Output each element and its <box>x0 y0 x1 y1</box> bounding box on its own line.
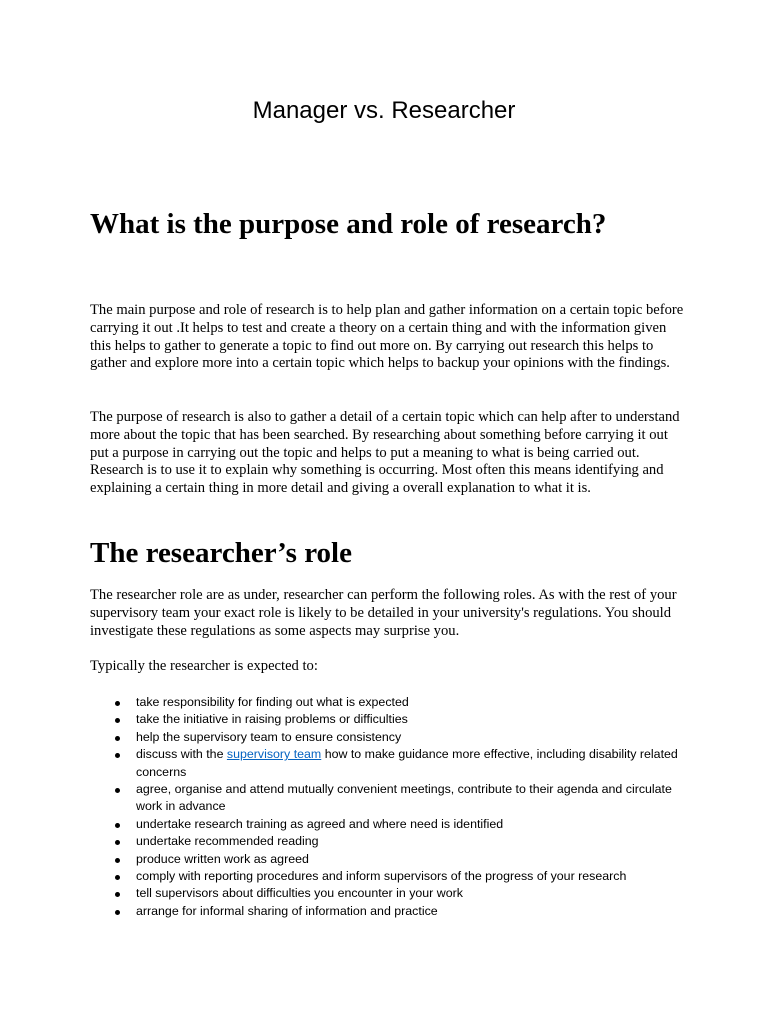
bullet-icon <box>115 910 120 915</box>
list-item <box>90 781 690 816</box>
list-item <box>90 694 690 711</box>
bullet-icon <box>115 858 120 863</box>
bullet-icon <box>115 823 120 828</box>
heading-researchers-role: The researcher’s role <box>90 537 352 569</box>
list-item-text-prefix: discuss with the <box>136 747 227 762</box>
list-item <box>90 833 690 850</box>
list-item <box>90 729 690 746</box>
bullet-icon <box>115 892 120 897</box>
list-item-text-suffix: how to make guidance more effective, including disability related concerns <box>136 747 678 779</box>
paragraph-main-purpose: The main purpose and role of research is to help plan and gather information on a certain topic before carrying it out .It helps to test and create a theory on a certain thing and with the information given this helps to gather to generate a topic to find out more on. By carrying out research this helps to gather and explore more into a certain topic which helps to backup your opinions with the findings. <box>90 302 684 372</box>
list-item-text: produce written work as agreed <box>136 851 309 866</box>
researcher-duties-list <box>90 694 690 920</box>
bullet-icon <box>115 875 120 880</box>
bullet-icon <box>115 718 120 723</box>
list-item <box>90 816 690 833</box>
list-item <box>90 885 690 902</box>
bullet-icon <box>115 736 120 741</box>
list-item <box>90 851 690 868</box>
list-item-text: take the initiative in raising problems or difficulties <box>136 712 408 727</box>
bullet-icon <box>115 840 120 845</box>
list-item-text: take responsibility for finding out what is expected <box>136 695 409 709</box>
list-item-text: comply with reporting procedures and inform supervisors of the progress of your research <box>136 869 627 884</box>
paragraph-researcher-role: The researcher role are as under, researcher can perform the following roles. As with the rest of your supervisory team your exact role is likely to be detailed in your university's regulations. You should investigate these regulations as some aspects may surprise you. <box>90 587 677 639</box>
list-item <box>90 868 690 885</box>
bullet-icon <box>115 753 120 758</box>
list-item-text: undertake research training as agreed and where need is identified <box>136 816 504 831</box>
bullet-icon <box>115 788 120 793</box>
list-item-text: undertake recommended reading <box>136 834 319 849</box>
list-item-text: tell supervisors about difficulties you encounter in your work <box>136 886 463 901</box>
heading-purpose-of-research: What is the purpose and role of research? <box>90 208 607 240</box>
supervisory-team-link[interactable]: supervisory team <box>226 747 322 762</box>
paragraph-purpose-detail: The purpose of research is also to gather a detail of a certain topic which can help after to understand more about the topic that has been searched. By researching about something before carrying it out put a purpose in carrying out the topic and helps to put a meaning to what is being carried out. Research is to use it to explain why something is occurring. Most often this means identifying and explaining a certain thing in more detail and giving a overall explanation to what it is. <box>90 409 680 497</box>
list-item-text: help the supervisory team to ensure consistency <box>136 729 402 744</box>
list-item <box>90 746 690 781</box>
paragraph-expected-intro: Typically the researcher is expected to: <box>90 658 318 674</box>
list-item <box>90 711 690 728</box>
list-item-text: arrange for informal sharing of information and practice <box>136 903 438 918</box>
document-title: Manager vs. Researcher <box>252 97 516 124</box>
list-item-text: agree, organise and attend mutually convenient meetings, contribute to their agenda and circulate work in advance <box>136 782 672 814</box>
bullet-icon <box>115 701 120 706</box>
list-item <box>90 903 690 920</box>
